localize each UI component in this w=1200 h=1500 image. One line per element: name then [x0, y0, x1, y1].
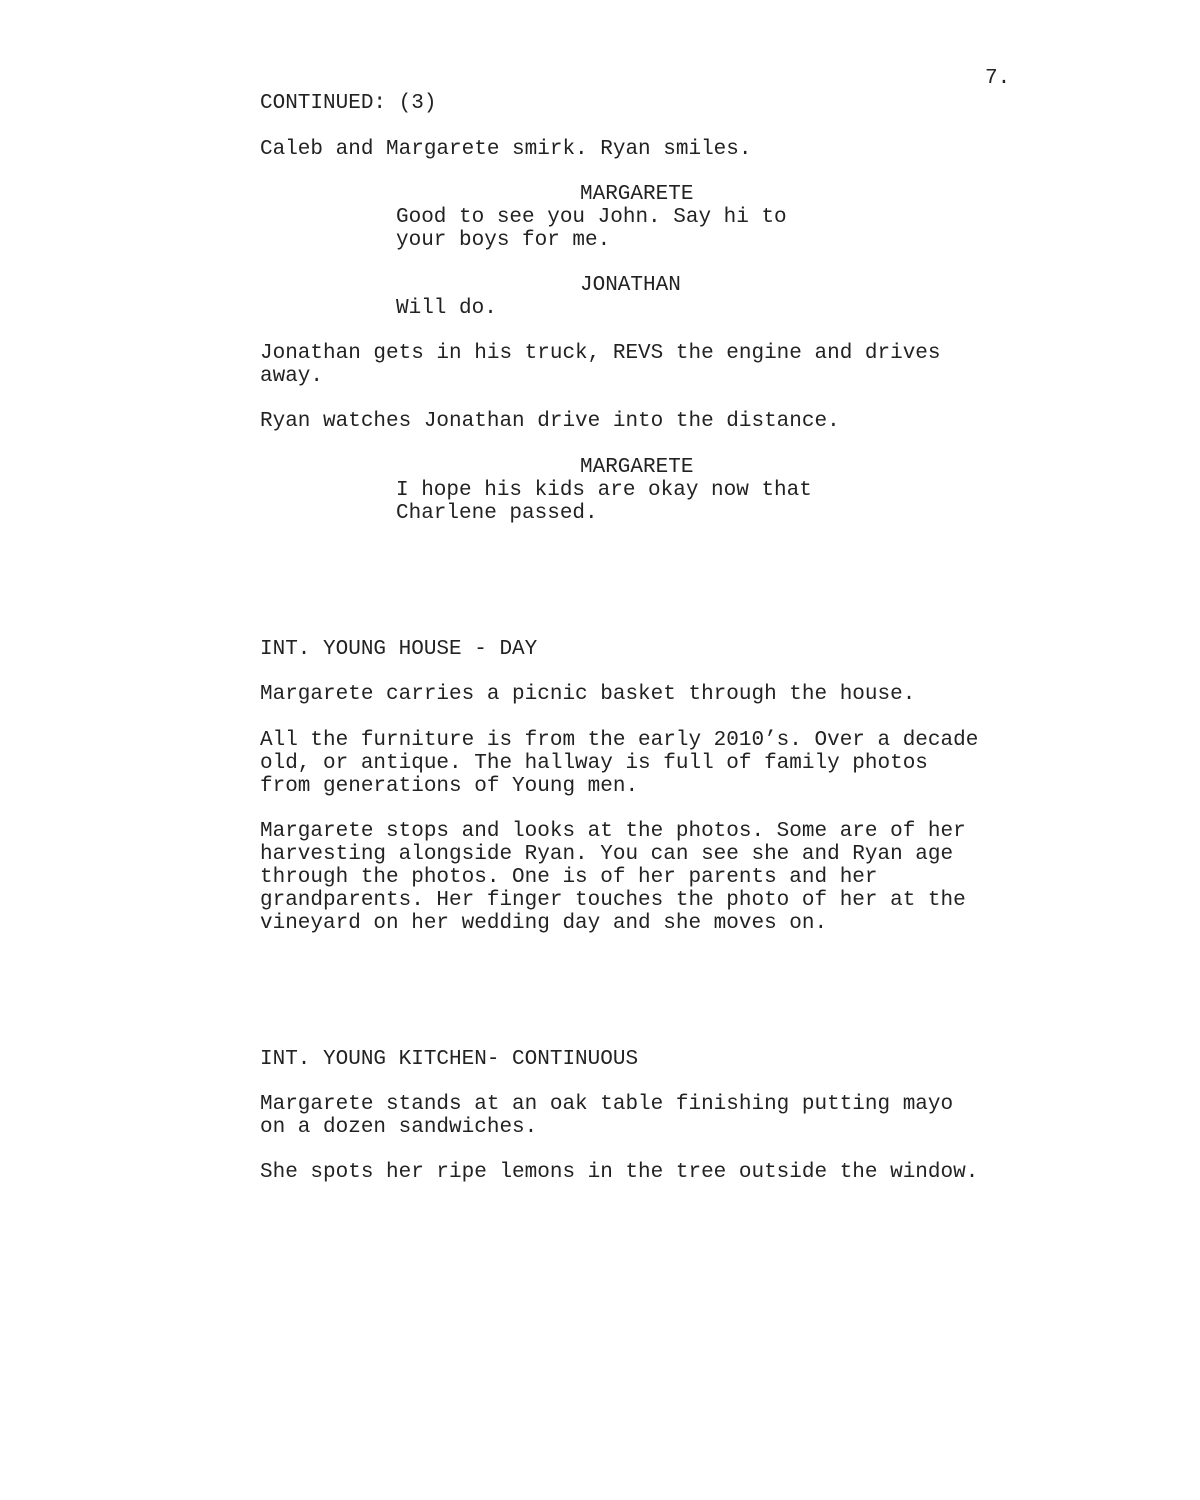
- action-line: Margarete carries a picnic basket through the house.: [260, 683, 916, 706]
- dialogue-line: Will do.: [396, 297, 497, 320]
- scene-heading: INT. YOUNG KITCHEN- CONTINUOUS: [260, 1048, 639, 1071]
- page-number: 7.: [985, 67, 1011, 90]
- continued-header: CONTINUED: (3): [260, 92, 437, 115]
- action-line: away.: [260, 365, 324, 388]
- action-line: Margarete stands at an oak table finishing putting mayo: [260, 1093, 954, 1116]
- action-line: Jonathan gets in his truck, REVS the engine and drives: [260, 342, 941, 365]
- scene-heading: INT. YOUNG HOUSE - DAY: [260, 638, 538, 661]
- action-line: on a dozen sandwiches.: [260, 1116, 538, 1139]
- action-line: Ryan watches Jonathan drive into the distance.: [260, 410, 840, 433]
- action-line: vineyard on her wedding day and she moves on.: [260, 912, 828, 935]
- action-line: She spots her ripe lemons in the tree outside the window.: [260, 1161, 979, 1184]
- action-line: harvesting alongside Ryan. You can see she and Ryan age: [260, 843, 954, 866]
- action-line: grandparents. Her finger touches the photo of her at the: [260, 889, 966, 912]
- action-line: Caleb and Margarete smirk. Ryan smiles.: [260, 138, 752, 161]
- dialogue-line: I hope his kids are okay now that: [396, 479, 812, 502]
- action-line: Margarete stops and looks at the photos. Some are of her: [260, 820, 966, 843]
- action-line: through the photos. One is of her parents and her: [260, 866, 878, 889]
- action-line: old, or antique. The hallway is full of family photos: [260, 752, 928, 775]
- action-line: All the furniture is from the early 2010’s. Over a decade: [260, 729, 979, 752]
- action-line: from generations of Young men.: [260, 775, 639, 798]
- dialogue-line: Good to see you John. Say hi to: [396, 206, 787, 229]
- dialogue-line: Charlene passed.: [396, 502, 598, 525]
- character-cue: MARGARETE: [580, 183, 694, 206]
- character-cue: JONATHAN: [580, 274, 681, 297]
- character-cue: MARGARETE: [580, 456, 694, 479]
- dialogue-line: your boys for me.: [396, 229, 611, 252]
